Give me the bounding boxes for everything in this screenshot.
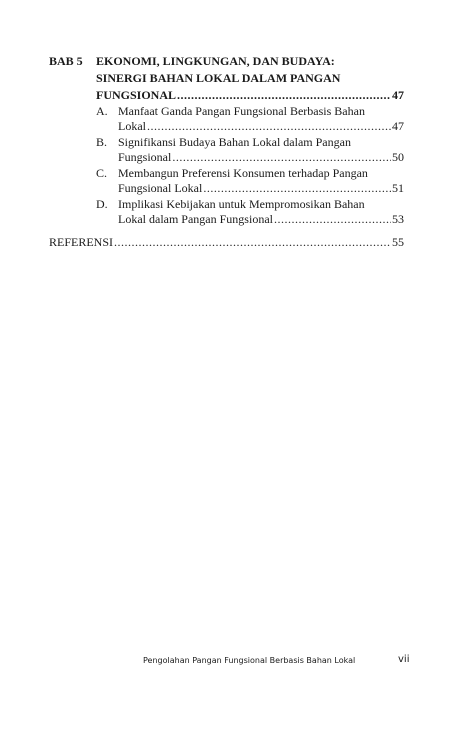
footer-page-number: vii [398,654,410,665]
chapter-title-entry[interactable] [96,88,404,103]
section-page-number: 47 [392,119,404,133]
dot-leader [147,119,391,134]
section-title-line2: Lokal dalam Pangan Fungsional [118,212,273,226]
chapter-number: BAB 5 [49,54,83,68]
section-title-line1: Manfaat Ganda Pangan Fungsional Berbasis Bahan [118,104,365,118]
section-page-number: 50 [392,150,404,164]
section-letter: A. [96,104,108,118]
section-letter: D. [96,197,108,211]
toc-entry-section-d[interactable] [118,212,404,227]
section-title-line2: Fungsional [118,150,172,164]
references-page-number: 55 [392,235,404,249]
dot-leader [172,150,391,165]
chapter-title-line2: SINERGI BAHAN LOKAL DALAM PANGAN [96,71,341,85]
dot-leader [274,212,391,227]
toc-entry-references[interactable] [49,235,404,250]
toc-entry-section-c[interactable] [118,181,404,196]
section-page-number: 51 [392,181,404,195]
chapter-title-line1: EKONOMI, LINGKUNGAN, DAN BUDAYA: [96,54,335,68]
toc-entry-section-b[interactable] [118,150,404,165]
section-title-line2: Lokal [118,119,146,133]
dot-leader [203,181,391,196]
chapter-page-number: 47 [392,88,404,102]
chapter-title-line3: FUNGSIONAL [96,88,177,102]
dot-leader [177,88,391,103]
section-title-line1: Membangun Preferensi Konsumen terhadap Pangan [118,166,368,180]
toc-entry-section-a[interactable] [118,119,404,134]
section-title-line2: Fungsional Lokal [118,181,203,195]
section-letter: B. [96,135,108,149]
dot-leader [114,235,391,250]
section-letter: C. [96,166,108,180]
section-page-number: 53 [392,212,404,226]
footer-book-title: Pengolahan Pangan Fungsional Berbasis Bahan Lokal [143,656,356,665]
section-title-line1: Implikasi Kebijakan untuk Mempromosikan Bahan [118,197,365,211]
section-title-line1: Signifikansi Budaya Bahan Lokal dalam Pangan [118,135,351,149]
references-label: REFERENSI [49,235,114,249]
